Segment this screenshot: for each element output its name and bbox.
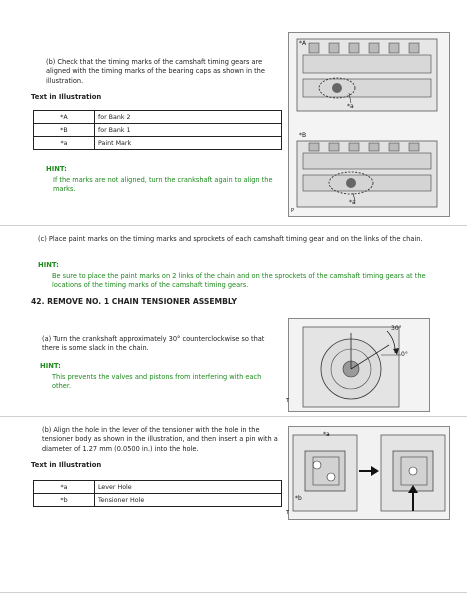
step-b-check-text: (b) Check that the timing marks of the camshaft timing gears are aligned with the timing marks of the bearing caps as shown in the illustration. <box>46 58 265 85</box>
table-row <box>34 481 282 494</box>
table-row <box>34 111 282 124</box>
figure-label-a: *a <box>323 431 330 438</box>
step-a-turn-text: (a) Turn the crankshaft approximately 30° counterclockwise so that there is some slack in the chain. <box>42 335 265 353</box>
table-cell-value: Paint Mark <box>95 137 282 150</box>
hint-label-3: HINT: <box>40 362 61 370</box>
table-cell-key: *b <box>34 494 95 507</box>
hint-text-3: This prevents the valves and pistons from interfering with each other. <box>52 373 262 391</box>
figure-label-B: *B <box>299 132 307 139</box>
camshaft-drawing <box>289 33 449 216</box>
angle-label-30: 30° <box>391 325 402 332</box>
text-in-illustration-heading-2: Text in Illustration <box>31 461 102 469</box>
hint-text-2: Be sure to place the paint marks on 2 links of the chain and on the sprockets of the camshaft timing gears at the locations of the timing marks of the camshaft timing gears. <box>52 272 426 290</box>
table-cell-key: *B <box>34 124 95 137</box>
figure-label-A: *A <box>299 40 307 47</box>
figure-label-b: *b <box>295 495 302 502</box>
angle-label-0: 0° <box>401 351 408 358</box>
hint-label-1: HINT: <box>46 165 67 173</box>
table-cell-key: *a <box>34 481 95 494</box>
crankshaft-drawing <box>289 319 429 411</box>
table-row <box>34 494 282 507</box>
step-b-align-text: (b) Align the hole in the lever of the tensioner with the hole in the tensioner body as shown in the illustration, and then insert a pin with a diameter of 1.27 mm (0.0500 in.) into the hole. <box>42 426 278 453</box>
section-title: 42. REMOVE NO. 1 CHAIN TENSIONER ASSEMBLY <box>31 297 238 306</box>
figure-label-a-lower: *a <box>349 199 356 206</box>
hint-text-1: If the marks are not aligned, turn the crankshaft again to align the marks. <box>53 176 273 194</box>
table-cell-key: *a <box>34 137 95 150</box>
step-c-text: (c) Place paint marks on the timing marks and sprockets of each camshaft timing gear and on the links of the chain. <box>38 235 423 243</box>
divider <box>0 225 467 226</box>
table-cell-value: Tensioner Hole <box>95 494 282 507</box>
divider <box>0 416 467 417</box>
hint-label-2: HINT: <box>38 261 59 269</box>
text-in-illustration-heading-1: Text in Illustration <box>31 93 102 101</box>
figure-code: T <box>286 510 290 516</box>
table-cell-value: Lever Hole <box>95 481 282 494</box>
table-row <box>34 137 282 150</box>
table-cell-value: for Bank 1 <box>95 124 282 137</box>
illustration-legend-table-2 <box>33 480 282 507</box>
tensioner-drawing <box>289 427 449 519</box>
divider <box>0 592 467 593</box>
figure-code: P <box>291 208 295 214</box>
table-cell-value: for Bank 2 <box>95 111 282 124</box>
table-row <box>34 124 282 137</box>
crankshaft-rotation-illustration <box>288 318 430 412</box>
table-cell-key: *A <box>34 111 95 124</box>
camshaft-timing-illustration <box>288 32 450 217</box>
tensioner-illustration <box>288 426 450 520</box>
figure-code: T <box>286 398 290 404</box>
illustration-legend-table-1 <box>33 110 282 150</box>
figure-label-a-upper: *a <box>347 103 354 110</box>
